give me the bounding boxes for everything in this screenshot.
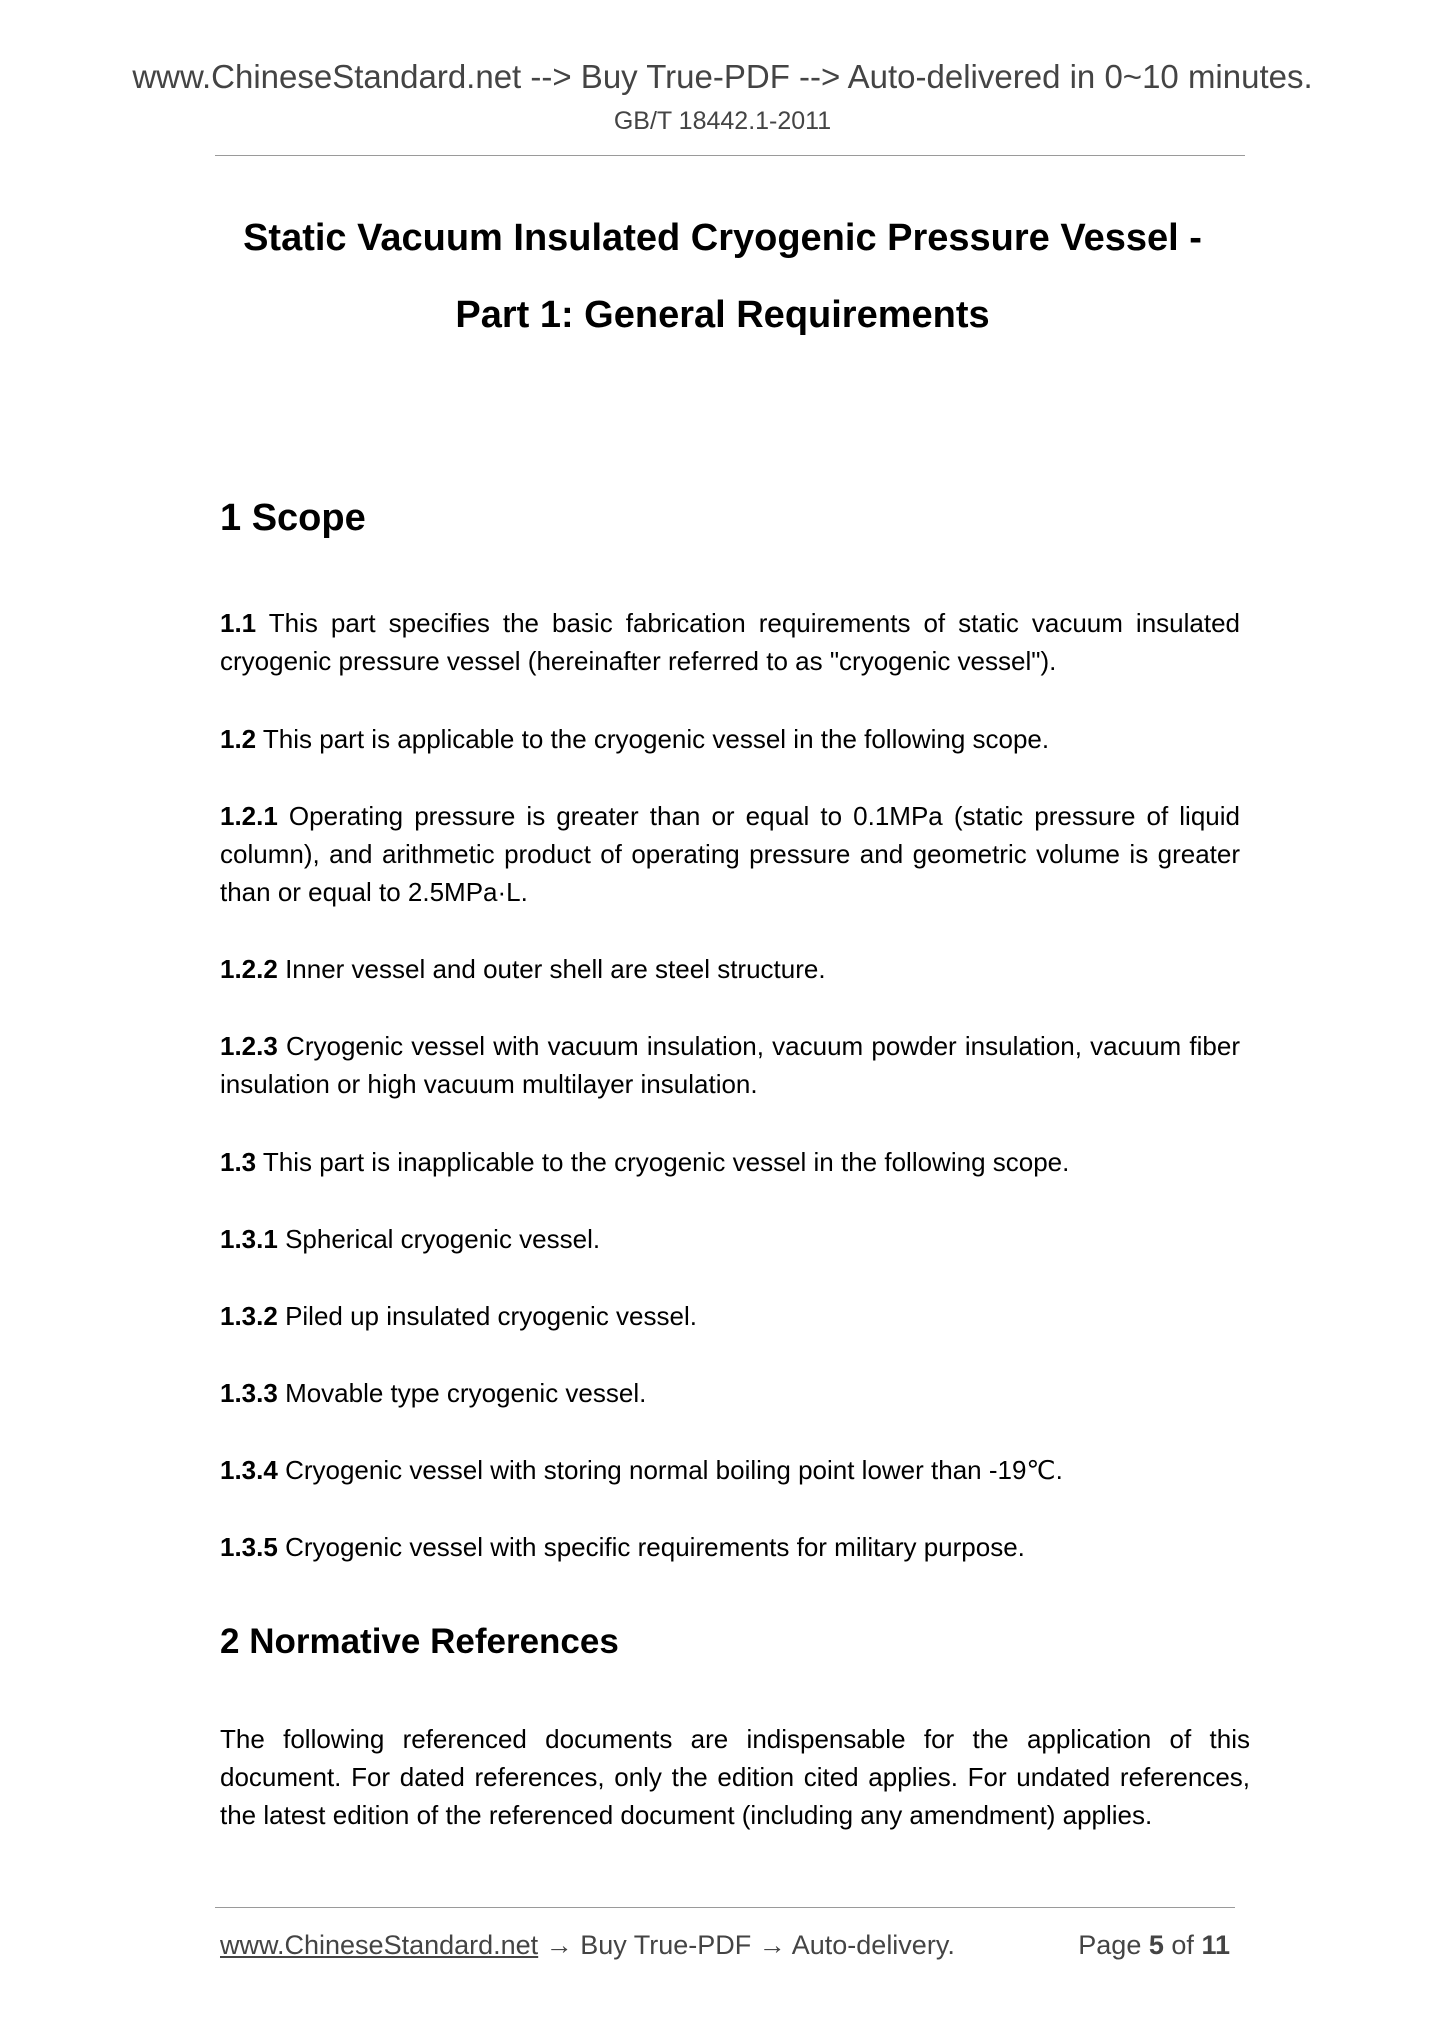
clause-text: This part is inapplicable to the cryogenic vessel in the following scope.	[262, 1147, 1070, 1177]
clause-text: Inner vessel and outer shell are steel structure.	[285, 954, 826, 984]
clause-1-2-3	[220, 1027, 1240, 1103]
clause-text: This part is applicable to the cryogenic vessel in the following scope.	[262, 724, 1050, 754]
clause-text: Cryogenic vessel with specific requirements for military purpose.	[285, 1532, 1025, 1562]
footer-divider	[215, 1907, 1235, 1908]
clause-number: 1.3.4	[220, 1455, 278, 1485]
clause-1-2-2	[220, 950, 1240, 988]
clause-text: Movable type cryogenic vessel.	[285, 1378, 647, 1408]
clause-number: 1.2	[220, 724, 257, 754]
clause-1-2	[220, 720, 1240, 758]
clause-1-3-1	[220, 1220, 1240, 1258]
clause-text: Piled up insulated cryogenic vessel.	[285, 1301, 697, 1331]
clause-1-3-4	[220, 1451, 1240, 1489]
clause-1-3-3	[220, 1374, 1240, 1412]
clause-text: Operating pressure is greater than or equal to 0.1MPa (static pressure of liquid column), and arithmetic product of operating pressure and geometric volume is greater than or equal to 2.5MPa·L.	[220, 801, 1240, 907]
clause-number: 1.3	[220, 1147, 257, 1177]
footer-tagline	[220, 1930, 955, 1961]
footer-site-link[interactable]: www.ChineseStandard.net	[220, 1930, 539, 1960]
page-label: Page	[1078, 1930, 1142, 1960]
clause-1-3-2	[220, 1297, 1240, 1335]
clause-number: 1.2.3	[220, 1031, 278, 1061]
section-heading-scope: 1 Scope	[220, 497, 366, 539]
page-total: 11	[1201, 1930, 1230, 1960]
clause-1-3-5	[220, 1528, 1240, 1566]
clause-text: Cryogenic vessel with storing normal boiling point lower than -19℃.	[285, 1455, 1063, 1485]
page-current: 5	[1148, 1930, 1164, 1960]
header-banner: www.ChineseStandard.net --> Buy True-PDF --> Auto-delivered in 0~10 minutes.	[132, 58, 1313, 95]
section-heading-normative-references: 2 Normative References	[220, 1622, 619, 1661]
header-standard-number: GB/T 18442.1-2011	[613, 107, 832, 135]
clause-number: 1.2.2	[220, 954, 278, 984]
clause-number: 1.3.3	[220, 1378, 278, 1408]
document-title-line1: Static Vacuum Insulated Cryogenic Pressure Vessel -	[243, 217, 1202, 259]
clause-1-2-1	[220, 797, 1240, 911]
header-divider	[215, 155, 1245, 156]
clause-number: 1.3.2	[220, 1301, 278, 1331]
clause-text: Spherical cryogenic vessel.	[285, 1224, 601, 1254]
clause-number: 1.3.5	[220, 1532, 278, 1562]
clause-1-3	[220, 1143, 1240, 1181]
footer-tagline-text: → Buy True-PDF → Auto-delivery.	[538, 1930, 955, 1960]
clause-text: Cryogenic vessel with vacuum insulation, vacuum powder insulation, vacuum fiber insulation or high vacuum multilayer insulation.	[220, 1031, 1240, 1099]
clause-number: 1.1	[220, 608, 257, 638]
clause-number: 1.2.1	[220, 801, 278, 831]
clause-number: 1.3.1	[220, 1224, 278, 1254]
clause-1-1	[220, 604, 1240, 680]
references-intro-paragraph: The following referenced documents are indispensable for the application of this document. For dated references, only the edition cited applies. For undated references, the latest edition of the referenced document (including any amendment) applies.	[220, 1724, 1250, 1830]
clause-text: This part specifies the basic fabrication requirements of static vacuum insulated cryogenic pressure vessel (hereinafter referred to as "cryogenic vessel").	[220, 608, 1240, 676]
page-number	[1078, 1930, 1230, 1961]
page-of: of	[1171, 1930, 1194, 1960]
document-title-line2: Part 1: General Requirements	[455, 294, 990, 336]
